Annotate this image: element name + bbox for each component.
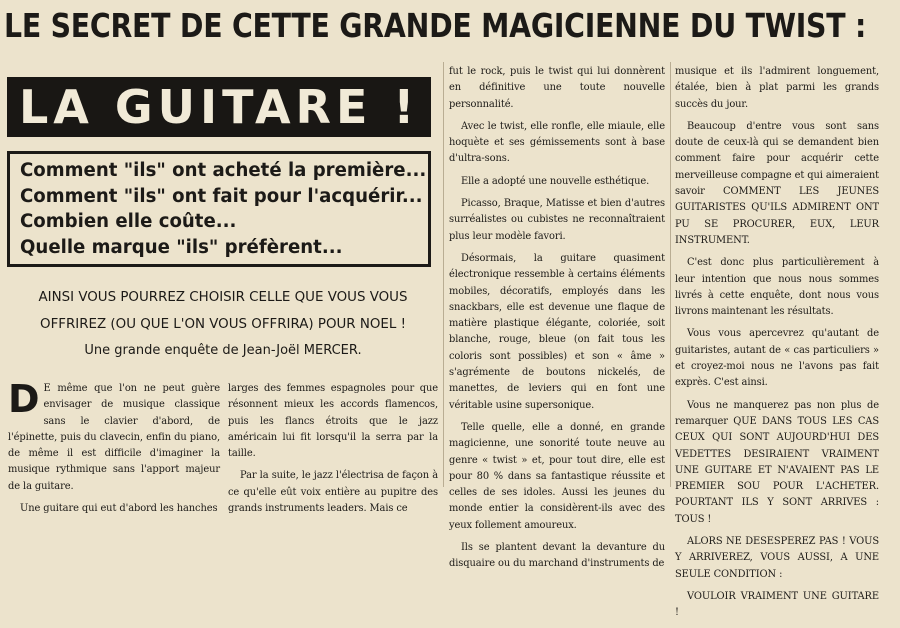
column-2 — [228, 381, 438, 523]
drop-cap: D — [8, 377, 40, 421]
col4-paragraph-3: C'est donc plus particulièrement à leur intention que nous nous sommes livrés à cette enquête, dont nous vous livrons maintenant les résultats. — [675, 257, 879, 318]
question-2: Comment "ils" ont fait pour l'acquérir... — [20, 185, 423, 207]
headline: LE SECRET DE CETTE GRANDE MAGICIENNE DU TWIST : — [4, 6, 867, 45]
col4-paragraph-6: ALORS NE DESESPEREZ PAS ! VOUS Y ARRIVEREZ, VOUS AUSSI, A UNE SEULE CONDITION : — [675, 536, 879, 580]
column-1 — [8, 377, 220, 523]
questions-box — [7, 151, 431, 267]
main-title: LA GUITARE ! — [7, 77, 431, 137]
lead-line-1: AINSI VOUS POURREZ CHOISIR CELLE QUE VOUS VOUS — [38, 290, 408, 305]
question-3: Combien elle coûte... — [20, 211, 237, 232]
col1-paragraph-2: Une guitare qui eut d'abord les hanches — [20, 503, 218, 515]
lead-line-2: OFFRIREZ (OU QUE L'ON VOUS OFFRIRA) POUR NOEL ! — [40, 317, 406, 332]
col4-paragraph-1: musique et ils l'admirent longuement, étalée, bien à plat parmi les grands succès du jour. — [675, 66, 879, 110]
col3-paragraph-1: fut le rock, puis le twist qui lui donnèrent en définitive une toute nouvelle personnalité. — [449, 66, 665, 110]
col2-paragraph-1: larges des femmes espagnoles pour que résonnent mieux les accords flamencos, puis les flancs étroits que le jazz américain lui fit lorsqu'il la serra par la taille. — [228, 383, 438, 460]
col3-paragraph-2: Avec le twist, elle ronfle, elle miaule, elle hoquète et ses gémissements sont à base d'ultra-sons. — [449, 120, 665, 165]
column-3 — [449, 64, 665, 579]
col3-paragraph-5: Désormais, la guitare quasiment électronique ressemble à certains éléments mobiles, décoratifs, employés dans les snackbars, elle est devenue une flaque de matière plastique élégante, coloriée, soit blanche, rouge, bleue (on fait tous les coloris sont possibles) et son « âme » s'agrémente de boutons nickelés, de manettes, de leviers qui en font une véritable usine supersonique. — [449, 252, 665, 411]
col4-paragraph-7: VOULOIR VRAIMENT UNE GUITARE ! — [675, 590, 879, 619]
col3-paragraph-7: Ils se plantent devant la devanture du disquaire ou du marchand d'instruments de — [449, 542, 665, 570]
col2-paragraph-2: Par la suite, le jazz l'électrisa de façon à ce qu'elle eût voix entière au pupitre des grands instruments leaders. Mais ce — [228, 470, 438, 515]
col3-paragraph-3: Elle a adopté une nouvelle esthétique. — [461, 175, 650, 187]
col1-paragraph-1 — [8, 377, 220, 495]
column-4 — [675, 64, 879, 628]
question-1: Comment "ils" ont acheté la première... — [20, 160, 427, 181]
col3-paragraph-6: Telle quelle, elle a donné, en grande magicienne, une sonorité toute neuve au genre « twist » et, pour tout dire, elle est pour 80 % dans sa fantastique réussite et celles de ses idoles. Aussi les jeunes du monde entier la considèrent-ils avec des yeux follement amoureux. — [449, 421, 665, 531]
col3-paragraph-4: Picasso, Braque, Matisse et bien d'autres surréalistes ou cubistes ne reconnaîtraient plus leur modèle favori. — [449, 198, 665, 242]
byline: Une grande enquête de Jean-Joël MERCER. — [84, 343, 362, 358]
question-4: Quelle marque "ils" préfèrent... — [20, 236, 343, 258]
col1-paragraph-1-text: E même que l'on ne peut guère envisager de musique classique sans le clavier d'abord, de l'épinette, puis du clavecin, enfin du piano, de même il est difficile d'imaginer la musique rythmique sans l'apport majeur de la guitare. — [8, 383, 220, 492]
col4-paragraph-4: Vous vous apercevrez qu'autant de guitaristes, autant de « cas particuliers » et croyez-moi nous ne l'avons pas fait exprès. C'est ainsi. — [675, 328, 879, 389]
column-rule — [670, 62, 671, 487]
column-rule — [443, 62, 444, 487]
col4-paragraph-5: Vous ne manquerez pas non plus de remarquer QUE DANS TOUS LES CAS CEUX QUI SONT AUJOURD'HUI DES VEDETTES DESIRAIENT VRAIMENT UNE GUITARE ET N'AVAIENT PAS LE PREMIER SOU POUR L'ACHETER. POURTANT ILS Y SONT ARRIVES : TOUS ! — [675, 399, 879, 525]
col4-paragraph-2: Beaucoup d'entre vous sont sans doute de ceux-là qui se demandent bien comment faire pour acquérir cette merveilleuse compagne et qui aimeraient savoir COMMENT LES JEUNES GUITARISTES QU'ILS ADMIRENT ONT PU SE PROCURER, EUX, LEUR INSTRUMENT. — [675, 120, 880, 246]
